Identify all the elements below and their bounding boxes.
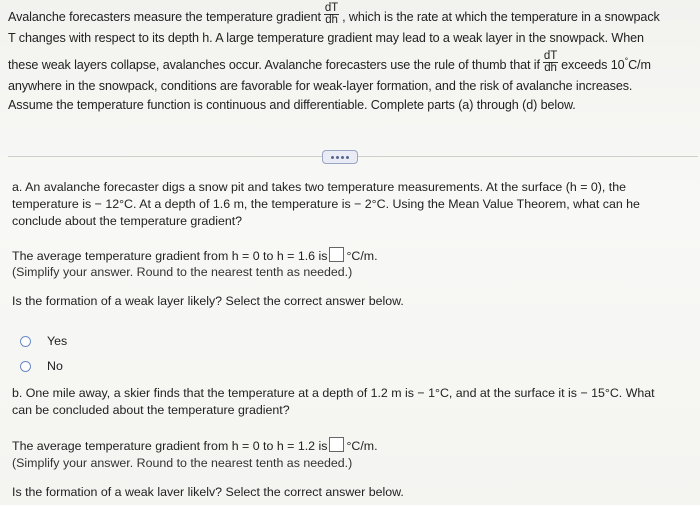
part-a-answer-line (12, 247, 378, 265)
dot-icon (346, 156, 349, 159)
part-a-answer-input[interactable] (329, 247, 344, 262)
part-b-instruction: (Simplify your answer. Round to the nearest tenth as needed.) (12, 456, 353, 470)
radio-button[interactable] (20, 361, 31, 372)
option-label: Yes (47, 334, 68, 348)
gradient-fraction (543, 51, 558, 74)
option-no[interactable] (20, 359, 63, 373)
question-line: can be concluded about the temperature gradient? (12, 403, 290, 417)
option-label: No (47, 359, 63, 373)
dot-icon (341, 156, 344, 159)
intro-text: C/m (628, 58, 651, 72)
part-b-answer-line (12, 437, 378, 455)
part-b-prompt: Is the formation of a weak laver likelv? Select the correct answer below. (12, 485, 404, 499)
intro-line-3 (8, 52, 696, 77)
intro-text: Avalanche forecasters measure the temperature gradient (8, 9, 321, 24)
answer-label: The average temperature gradient from h = 0 to h = 1.2 is (12, 439, 328, 453)
expand-collapse-button[interactable] (322, 150, 358, 164)
part-a-prompt: Is the formation of a weak layer likely? Select the correct answer below. (12, 294, 404, 308)
answer-unit: °C/m. (346, 249, 378, 263)
option-yes[interactable] (20, 334, 67, 348)
intro-line-2: T changes with respect to its depth h. A large temperature gradient may lead to a weak layer in the snowpack. When (8, 31, 644, 45)
question-line: temperature is − 12°C. At a depth of 1.6 m, the temperature is − 2°C. Using the Mean Value Theorem, what can he (12, 197, 640, 211)
question-line: b. One mile away, a skier finds that the temperature at a depth of 1.2 m is − 1°C, and at the surface it is − 15°C. What (12, 386, 655, 400)
problem-intro (8, 2, 696, 115)
part-b-answer-input[interactable] (329, 437, 344, 452)
dot-icon (331, 156, 334, 159)
part-b-question (12, 385, 692, 419)
intro-line-5: Assume the temperature function is continuous and differentiable. Complete parts (a) through (d) below. (8, 98, 576, 113)
part-a-question (12, 179, 692, 230)
question-line: a. An avalanche forecaster digs a snow pit and takes two temperature measurements. At the surface (h = 0), the (12, 180, 627, 194)
answer-unit: °C/m. (346, 439, 378, 453)
intro-line-4: anywhere in the snowpack, conditions are favorable for weak-layer formation, and the risk of avalanche increases. (8, 79, 633, 94)
fraction-numerator: dT (543, 50, 558, 63)
fraction-numerator: dT (324, 2, 339, 14)
intro-text: these weak layers collapse, avalanches occur. Avalanche forecasters use the rule of thumb that if (8, 58, 540, 72)
intro-text: , which is the rate at which the temperature in a snowpack (342, 9, 660, 24)
gradient-fraction (324, 3, 339, 26)
dot-icon (336, 156, 339, 159)
radio-button[interactable] (20, 336, 31, 347)
fraction-denominator: dh (325, 14, 338, 26)
question-line: conclude about the temperature gradient? (12, 214, 243, 228)
fraction-denominator: dh (544, 62, 557, 75)
part-a-instruction: (Simplify your answer. Round to the nearest tenth as needed.) (12, 265, 353, 279)
degree-symbol: ° (624, 56, 629, 66)
intro-text: exceeds 10 (561, 58, 625, 72)
answer-label: The average temperature gradient from h = 0 to h = 1.6 is (12, 249, 328, 263)
intro-line-1 (8, 2, 696, 29)
